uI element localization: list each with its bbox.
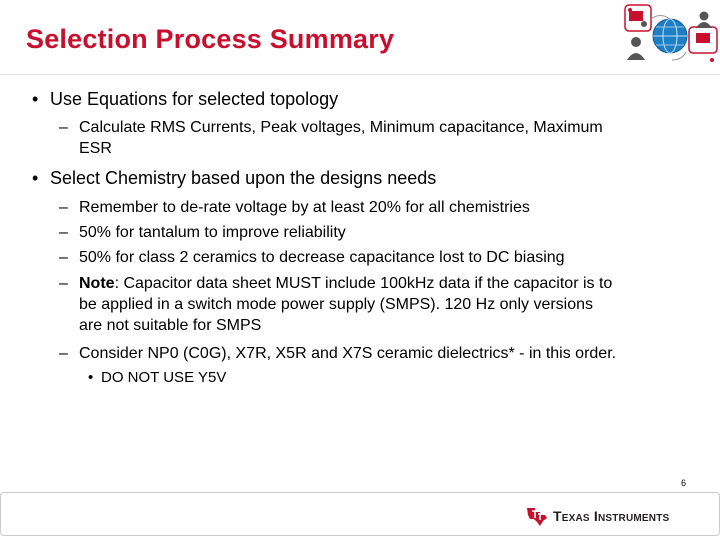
bullet-marker: •	[32, 168, 39, 188]
title-divider	[0, 74, 720, 75]
sub-marker: –	[59, 199, 68, 216]
sub-marker: –	[59, 119, 68, 136]
bullet-2-sub-4-note	[59, 273, 709, 337]
bullet-2-sub-5	[59, 343, 709, 365]
bullet-2-sub-3	[59, 247, 699, 269]
note-line-1	[79, 273, 612, 294]
sub-marker: –	[59, 275, 68, 292]
sub-text: 50% for class 2 ceramics to decrease capacitance lost to DC biasing	[79, 249, 565, 266]
bullet-2-sub-2	[59, 222, 699, 244]
slide-title: Selection Process Summary	[26, 24, 395, 54]
ti-state-logo-icon	[526, 505, 548, 527]
connected-people-globe-icon	[620, 2, 720, 68]
note-line-3: are not suitable for SMPS	[79, 317, 262, 334]
sub-marker: –	[59, 249, 68, 266]
note-line-1-text: : Capacitor data sheet MUST include 100kHz data if the capacitor is to	[114, 275, 613, 292]
bullet-1-text: Use Equations for selected topology	[50, 89, 339, 109]
page-number: 6	[680, 478, 686, 488]
sub-text: 50% for tantalum to improve reliability	[79, 224, 346, 241]
sub-marker: –	[59, 345, 68, 362]
subsub-text: DO NOT USE Y5V	[101, 369, 227, 386]
sub-text: Consider NP0 (C0G), X7R, X5R and X7S ceramic dielectrics* - in this order.	[79, 345, 617, 362]
sub-marker: –	[59, 224, 68, 241]
bullet-2-text: Select Chemistry based upon the designs needs	[50, 168, 437, 188]
note-line-2: be applied in a switch mode power supply (SMPS). 120 Hz only versions	[79, 296, 594, 313]
bullet-marker: •	[32, 89, 39, 109]
brand-wordmark: Texas Instruments	[553, 508, 670, 524]
subsub-marker: •	[88, 369, 94, 386]
bullet-2-sub-1	[59, 197, 699, 219]
note-label: Note	[79, 275, 115, 292]
sub-text-line-2: ESR	[79, 140, 112, 157]
bullet-1-sub-1	[59, 117, 699, 161]
sub-text: Remember to de-rate voltage by at least 20% for all chemistries	[79, 199, 530, 216]
sub-text-line-1: Calculate RMS Currents, Peak voltages, Minimum capacitance, Maximum	[79, 119, 603, 136]
